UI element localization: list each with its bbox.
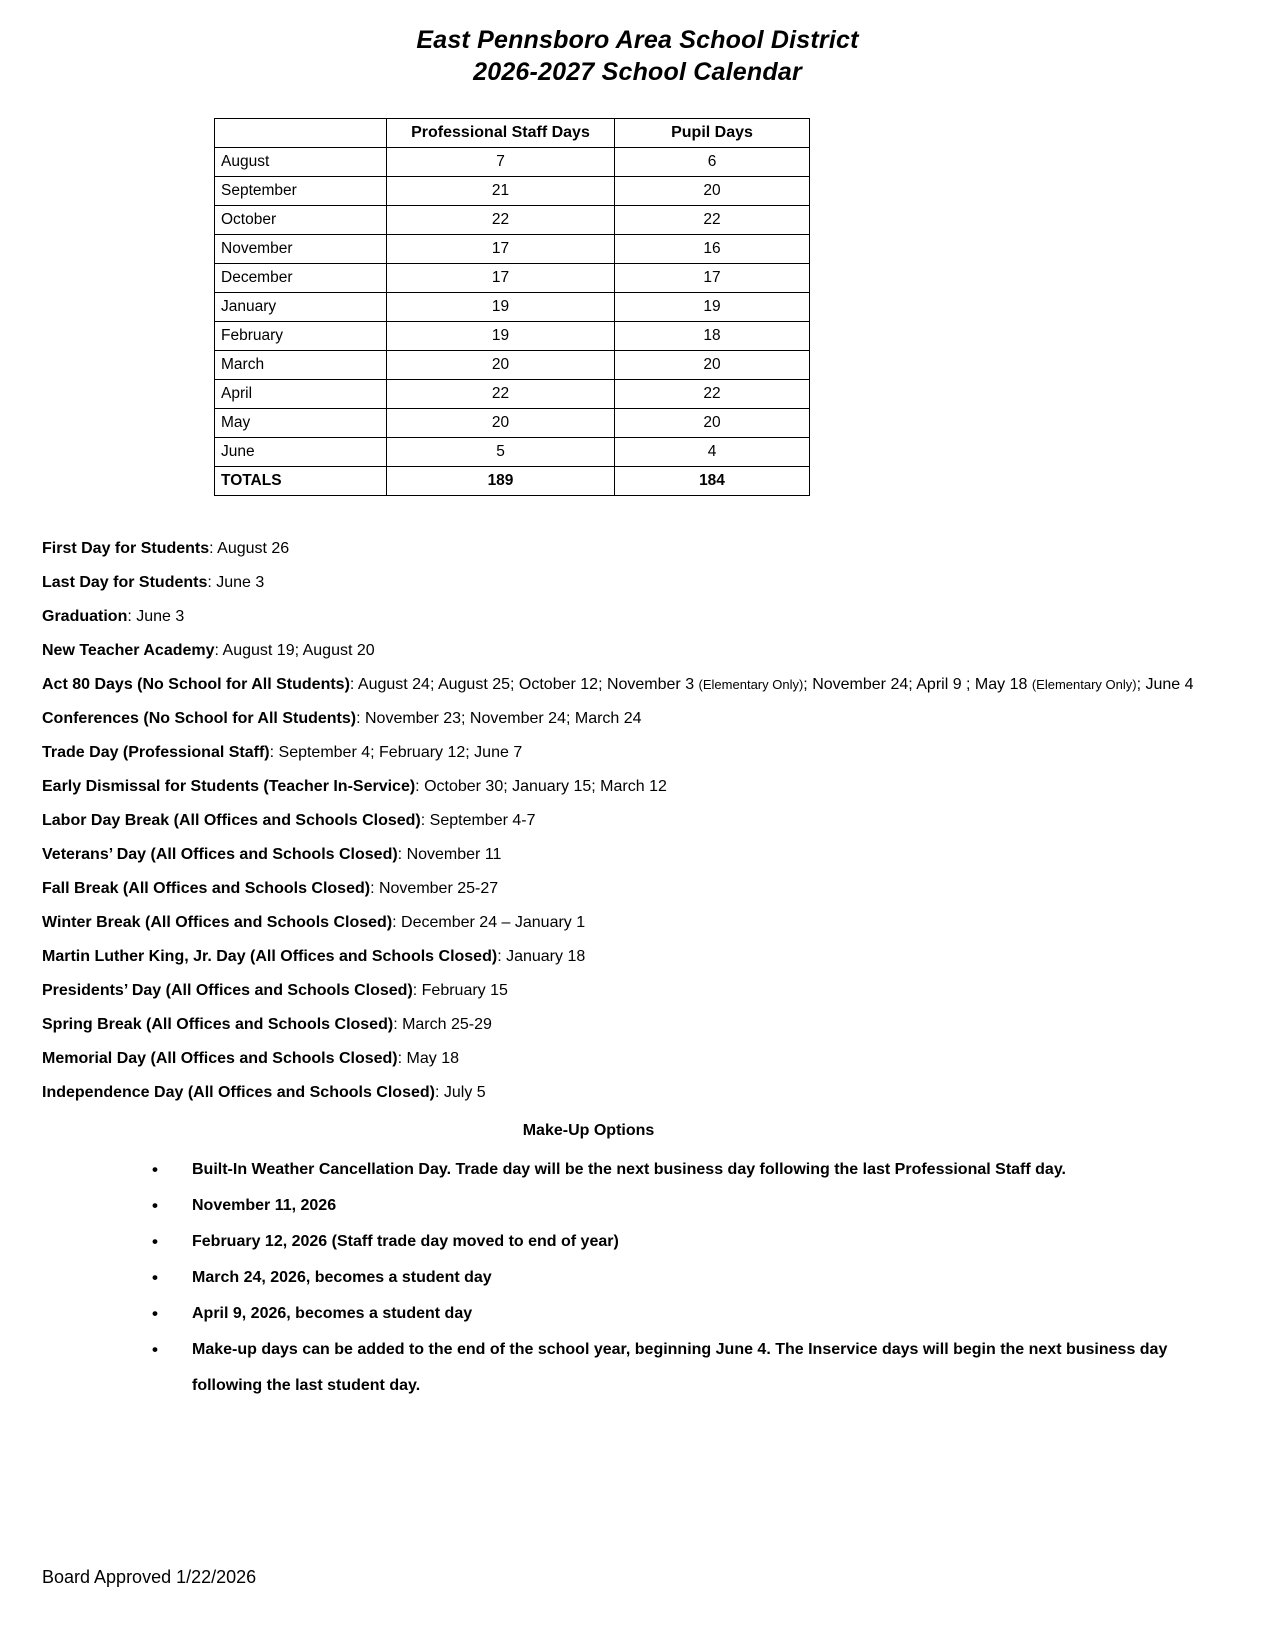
- detail-value: : September 4-7: [420, 812, 536, 829]
- detail-act-80-days: [42, 668, 1195, 702]
- cell-pupil-days: 20: [615, 351, 810, 380]
- detail-presidents-day: [42, 974, 1195, 1008]
- detail-first-day-for-students: [42, 532, 1195, 566]
- detail-label: Winter Break (All Offices and Schools Closed): [42, 914, 393, 931]
- cell-staff-days: 17: [387, 235, 615, 264]
- detail-veterans-day: [42, 838, 1195, 872]
- cell-staff-days: 20: [387, 351, 615, 380]
- detail-label: Trade Day (Professional Staff): [42, 744, 270, 761]
- cell-staff-days: 22: [387, 380, 615, 409]
- cell-month: December: [215, 264, 387, 293]
- detail-value: : November 25-27: [370, 880, 499, 897]
- list-item-text: April 9, 2026, becomes a student day: [192, 1305, 473, 1322]
- cell-pupil-days: 22: [615, 206, 810, 235]
- detail-label: First Day for Students: [42, 540, 210, 557]
- detail-new-teacher-academy: [42, 634, 1195, 668]
- detail-fall-break: [42, 872, 1195, 906]
- column-header-pupil-days: Pupil Days: [615, 119, 810, 148]
- table-row: [215, 380, 810, 409]
- table-row: [215, 235, 810, 264]
- detail-label: Labor Day Break (All Offices and Schools Closed): [42, 812, 421, 829]
- detail-label: Spring Break (All Offices and Schools Closed): [42, 1016, 394, 1033]
- table-row: [215, 264, 810, 293]
- bullet-icon: •: [152, 1304, 158, 1323]
- list-item: [152, 1188, 1195, 1224]
- days-summary-table: [214, 118, 810, 496]
- document-title: [0, 24, 1275, 88]
- cell-staff-days: 20: [387, 409, 615, 438]
- cell-month: September: [215, 177, 387, 206]
- detail-label: Fall Break (All Offices and Schools Closed): [42, 880, 371, 897]
- detail-label: New Teacher Academy: [42, 642, 215, 659]
- detail-label: Act 80 Days (No School for All Students): [42, 676, 350, 693]
- cell-staff-days: 7: [387, 148, 615, 177]
- cell-month: August: [215, 148, 387, 177]
- bullet-icon: •: [152, 1232, 158, 1251]
- table-row: [215, 409, 810, 438]
- detail-value: : July 5: [434, 1084, 486, 1101]
- detail-label: Martin Luther King, Jr. Day (All Offices and Schools Closed): [42, 948, 498, 965]
- cell-pupil-days: 22: [615, 380, 810, 409]
- detail-martin-luther-king-jr-day: [42, 940, 1195, 974]
- table-row: [215, 351, 810, 380]
- table-row: [215, 322, 810, 351]
- cell-staff-days: 21: [387, 177, 615, 206]
- summary-table-container: [0, 118, 1275, 496]
- detail-label: Veterans’ Day (All Offices and Schools Closed): [42, 846, 398, 863]
- detail-value: : February 15: [412, 982, 508, 999]
- detail-value-part-3: ; June 4: [1136, 676, 1194, 693]
- detail-value-note-elementary-only-1: (Elementary Only): [698, 677, 804, 692]
- table-row: [215, 177, 810, 206]
- table-row: [215, 438, 810, 467]
- list-item: [152, 1152, 1195, 1188]
- cell-staff-days: 17: [387, 264, 615, 293]
- cell-month: June: [215, 438, 387, 467]
- detail-value: : January 18: [497, 948, 586, 965]
- bullet-icon: •: [152, 1340, 158, 1359]
- detail-label: Independence Day (All Offices and Schools Closed): [42, 1084, 435, 1101]
- detail-value-part-2: ; November 24; April 9 ; May 18: [803, 676, 1032, 693]
- bullet-icon: •: [152, 1268, 158, 1287]
- cell-pupil-days: 19: [615, 293, 810, 322]
- table-row: [215, 293, 810, 322]
- cell-month: October: [215, 206, 387, 235]
- detail-labor-day-break: [42, 804, 1195, 838]
- list-item-text: Built-In Weather Cancellation Day. Trade day will be the next business day following the last Professional Staff day.: [192, 1161, 1066, 1178]
- cell-pupil-days: 18: [615, 322, 810, 351]
- detail-value: : November 11: [397, 846, 502, 863]
- cell-month: April: [215, 380, 387, 409]
- cell-totals-pupil-days: 184: [615, 467, 810, 496]
- cell-month: May: [215, 409, 387, 438]
- detail-value: : June 3: [127, 608, 185, 625]
- detail-value: : November 23; November 24; March 24: [356, 710, 642, 727]
- table-header-row: [215, 119, 810, 148]
- detail-value: : August 26: [209, 540, 290, 557]
- list-item-text: March 24, 2026, becomes a student day: [192, 1269, 492, 1286]
- table-row: [215, 148, 810, 177]
- detail-label: Memorial Day (All Offices and Schools Closed): [42, 1050, 398, 1067]
- cell-pupil-days: 20: [615, 177, 810, 206]
- list-item: [152, 1260, 1195, 1296]
- detail-value: : October 30; January 15; March 12: [415, 778, 667, 795]
- detail-memorial-day: [42, 1042, 1195, 1076]
- detail-label: Conferences (No School for All Students): [42, 710, 357, 727]
- cell-staff-days: 22: [387, 206, 615, 235]
- cell-month: February: [215, 322, 387, 351]
- detail-winter-break: [42, 906, 1195, 940]
- make-up-options-list: [42, 1152, 1195, 1404]
- title-line-district: East Pennsboro Area School District: [416, 26, 859, 54]
- list-item: [152, 1332, 1195, 1404]
- detail-value: : September 4; February 12; June 7: [269, 744, 523, 761]
- cell-pupil-days: 20: [615, 409, 810, 438]
- detail-value: : August 19; August 20: [214, 642, 375, 659]
- detail-label: Graduation: [42, 608, 128, 625]
- cell-staff-days: 5: [387, 438, 615, 467]
- list-item-text: November 11, 2026: [192, 1197, 337, 1214]
- detail-value: : June 3: [207, 574, 265, 591]
- detail-value: : December 24 – January 1: [392, 914, 586, 931]
- make-up-options-heading: Make-Up Options: [522, 1122, 655, 1139]
- calendar-details-list: [0, 532, 1275, 1404]
- list-item-text: Make-up days can be added to the end of the school year, beginning June 4. The Inservice days will begin the next business day following the last student day.: [192, 1341, 1168, 1394]
- cell-totals-label: TOTALS: [215, 467, 387, 496]
- bullet-icon: •: [152, 1160, 158, 1179]
- bullet-icon: •: [152, 1196, 158, 1215]
- detail-value: : August 24; August 25; October 12; November 3: [349, 676, 699, 693]
- detail-label: Early Dismissal for Students (Teacher In-Service): [42, 778, 416, 795]
- cell-staff-days: 19: [387, 322, 615, 351]
- cell-month: November: [215, 235, 387, 264]
- list-item: [152, 1224, 1195, 1260]
- detail-independence-day: [42, 1076, 1195, 1110]
- detail-value-note-elementary-only-2: (Elementary Only): [1031, 677, 1137, 692]
- detail-graduation: [42, 600, 1195, 634]
- cell-pupil-days: 6: [615, 148, 810, 177]
- detail-label: Presidents’ Day (All Offices and Schools Closed): [42, 982, 413, 999]
- detail-spring-break: [42, 1008, 1195, 1042]
- title-line-calendar-year: 2026-2027 School Calendar: [473, 58, 802, 86]
- cell-month: March: [215, 351, 387, 380]
- cell-pupil-days: 4: [615, 438, 810, 467]
- detail-value: : May 18: [397, 1050, 459, 1067]
- cell-pupil-days: 16: [615, 235, 810, 264]
- detail-early-dismissal: [42, 770, 1195, 804]
- column-header-month: [215, 119, 387, 148]
- cell-month: January: [215, 293, 387, 322]
- board-approved-footer: Board Approved 1/22/2026: [42, 1567, 257, 1587]
- column-header-professional-staff-days: Professional Staff Days: [387, 119, 615, 148]
- detail-value: : March 25-29: [393, 1016, 492, 1033]
- detail-trade-day: [42, 736, 1195, 770]
- list-item-text: February 12, 2026 (Staff trade day moved to end of year): [192, 1233, 619, 1250]
- table-row-totals: [215, 467, 810, 496]
- list-item: [152, 1296, 1195, 1332]
- detail-label: Last Day for Students: [42, 574, 208, 591]
- detail-conferences: [42, 702, 1195, 736]
- detail-last-day-for-students: [42, 566, 1195, 600]
- cell-staff-days: 19: [387, 293, 615, 322]
- table-row: [215, 206, 810, 235]
- cell-pupil-days: 17: [615, 264, 810, 293]
- cell-totals-staff-days: 189: [387, 467, 615, 496]
